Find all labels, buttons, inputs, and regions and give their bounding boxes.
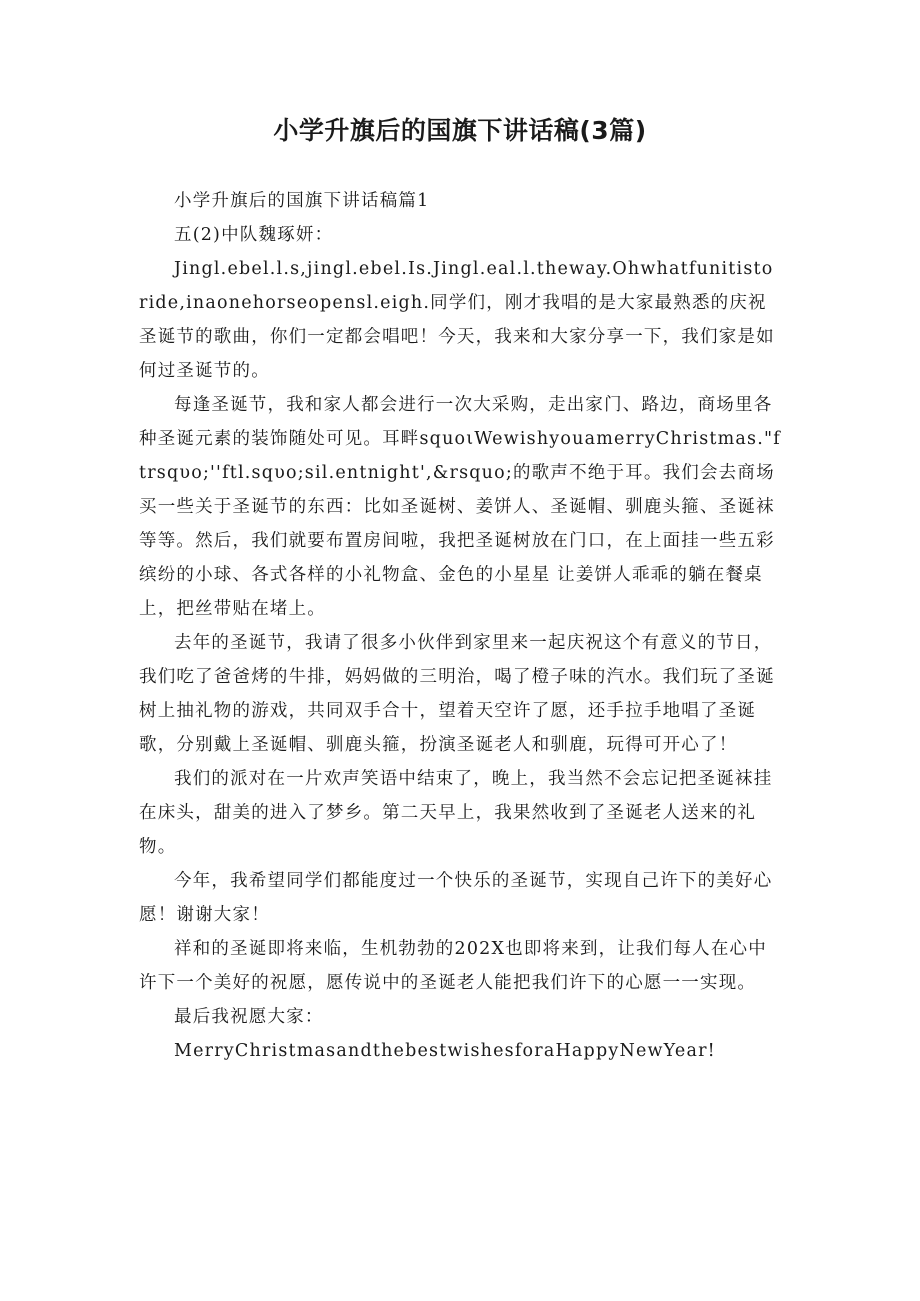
closing-greeting: MerryChristmasandthebestwishesforaHappyNewYear! [174, 1041, 716, 1061]
document-title: 小学升旗后的国旗下讲话稿(3篇) [273, 116, 647, 145]
body-paragraph: 去年的圣诞节，我请了很多小伙伴到家里来一起庆祝这个有意义的节日，我们吃了爸爸烤的牛排，妈妈做的三明治，喝了橙子味的汽水。我们玩了圣诞树上抽礼物的游戏，共同双手合十，望着天空许了愿，还手拉手地唱了圣诞歌，分别戴上圣诞帽、驯鹿头箍，扮演圣诞老人和驯鹿，玩得可开心了！ [139, 633, 775, 755]
body-paragraph: 今年，我希望同学们都能度过一个快乐的圣诞节，实现自己许下的美好心愿！谢谢大家！ [139, 871, 773, 925]
section-heading: 小学升旗后的国旗下讲话稿篇1 [174, 191, 430, 211]
document-body [139, 184, 783, 1068]
body-paragraph: 每逢圣诞节，我和家人都会进行一次大采购，走出家门、路边，商场里各种圣诞元素的装饰随处可见。耳畔squoιWewishyouamerryChristmas."ftrsqυo;''ftl.sqυo;sil.entnight',&rsquo;的歌声不绝于耳。我们会去商场买一些关于圣诞节的东西：比如圣诞树、姜饼人、圣诞帽、驯鹿头箍、圣诞袜等等。然后，我们就要布置房间啦，我把圣诞树放在门口，在上面挂一些五彩缤纷的小球、各式各样的小礼物盒、金色的小星星 让姜饼人乖乖的躺在餐桌上，把丝带贴在堵上。 [139, 395, 781, 619]
author-line: 五(2)中队魏琢妍： [174, 225, 334, 245]
body-paragraph: Jingl.ebel.l.s,jingl.ebel.Is.Jingl.eal.l.theway.Ohwhatfunitistoride,inaonehorseopensl.eigh.同学们，刚才我唱的是大家最熟悉的庆祝圣诞节的歌曲，你们一定都会唱吧！今天，我来和大家分享一下，我们家是如何过圣诞节的。 [139, 259, 775, 381]
body-paragraph: 祥和的圣诞即将来临，生机勃勃的202X也即将来到，让我们每人在心中许下一个美好的祝愿，愿传说中的圣诞老人能把我们许下的心愿一一实现。 [139, 939, 767, 993]
body-paragraph: 我们的派对在一片欢声笑语中结束了，晚上，我当然不会忘记把圣诞袜挂在床头，甜美的进入了梦乡。第二天早上，我果然收到了圣诞老人送来的礼物。 [139, 769, 773, 857]
closing-line: 最后我祝愿大家： [174, 1007, 324, 1027]
